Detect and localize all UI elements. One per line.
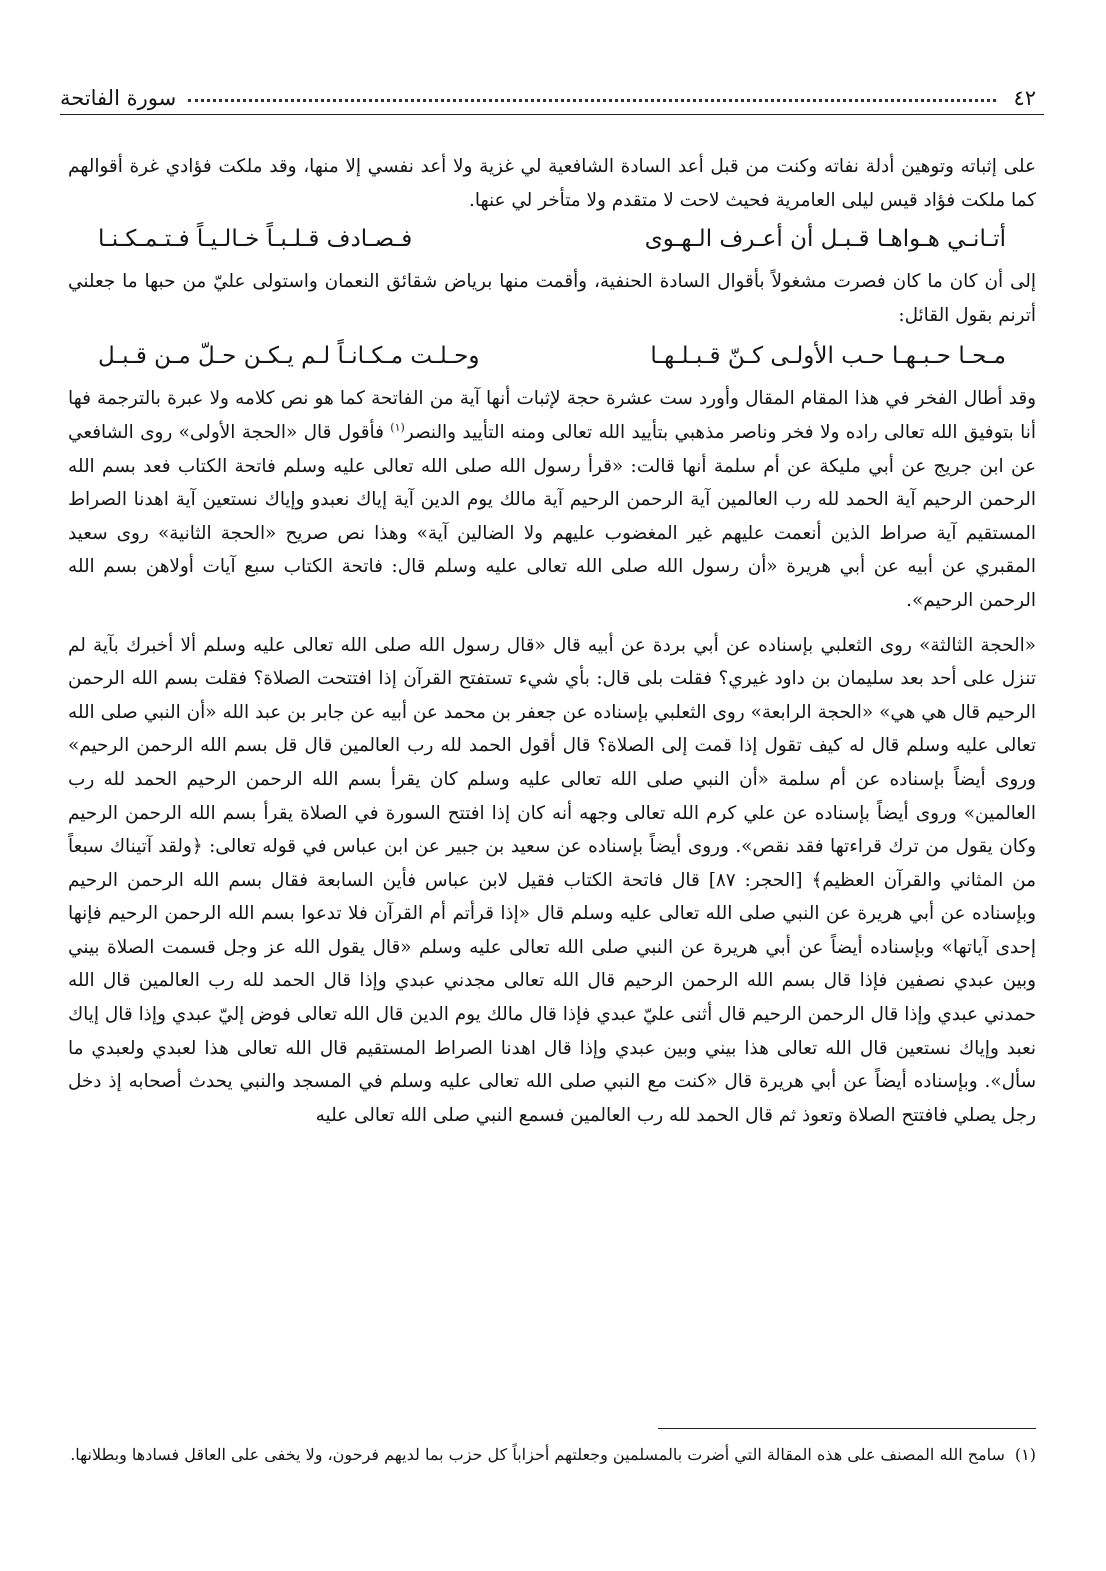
footnote-marker: (١) <box>1014 1445 1036 1464</box>
verse-second-hemistich: فـصـادف قـلـبـاً خـالـيـاً فـتـمـكـنـا <box>98 226 413 253</box>
footnote-separator <box>658 1428 1036 1429</box>
running-header <box>60 84 1044 115</box>
footnote-text-block <box>68 1436 1036 1474</box>
main-text <box>68 150 1036 1132</box>
paragraph-text: وقد أطال الفخر في هذا المقام المقال وأورد ست عشرة حجة لإثبات أنها آية من الفاتحة كما هو نص كلامه ولا عبرة بالترجمة فها أنا بتوفيق الله تعالى راده ولا فخر وناصر مذهبي بتأييد الله تعالى ومنه التأييد والنصر <box>68 388 1036 443</box>
footnote-text: سامح الله المصنف على هذه المقالة التي أضرت بالمسلمين وجعلتهم أحزاباً كل حزب بما لديهم فرحون، ولا يخفى على العاقل فسادها وبطلانها. <box>70 1445 1005 1464</box>
verse-first-hemistich: أتـانـي هـواهـا قـبـل أن أعـرف الـهـوى <box>644 226 1006 253</box>
footnote-reference[interactable]: (١) <box>390 420 405 434</box>
running-title: سورة الفاتحة <box>60 86 177 110</box>
verse-second-hemistich: وحـلـت مـكـانـاً لـم يـكـن حـلّ مـن قـبـل <box>98 343 480 370</box>
paragraph <box>68 382 1036 617</box>
poetry-verse <box>68 336 1036 376</box>
book-page <box>60 0 1044 1571</box>
paragraph: إلى أن كان ما كان فصرت مشغولاً بأقوال السادة الحنفية، وأقمت منها برياض شقائق النعمان واستولى عليّ من حبها ما جعلني أترنم بقول القائل: <box>68 271 1036 326</box>
footnote <box>68 1436 1036 1474</box>
page-number: ٤٢ <box>1013 86 1036 110</box>
header-leader-dots <box>188 99 996 102</box>
verse-first-hemistich: مـحـا حـبـهـا حـب الأولـى كـنّ قـبـلـهـا <box>650 343 1006 370</box>
paragraph: «الحجة الثالثة» روى الثعلبي بإسناده عن أبي بردة عن أبيه قال «قال رسول الله صلى الله تعالى عليه وسلم ألا أخبرك بآية لم تنزل على أحد بعد سليمان بن داود غيري؟ فقلت بلى قال: بأي شيء تستفتح القرآن إذا افتتحت الصلاة؟ فقلت بسم الله الرحمن الرحيم قال هي هي» «الحجة الرابعة» روى الثعلبي بإسناده عن جعفر بن محمد عن أبيه عن جابر بن عبد الله «أن النبي صلى الله تعالى عليه وسلم قال له كيف تقول إذا قمت إلى الصلاة؟ قال أقول الحمد لله رب العالمين قال قل بسم الله الرحمن الرحيم» وروى أيضاً بإسناده عن أم سلمة «أن النبي صلى الله تعالى عليه وسلم كان يقرأ بسم الله الرحمن الرحيم الحمد لله رب العالمين» وروى أيضاً بإسناده عن علي كرم الله تعالى وجهه أنه كان إذا افتتح السورة في الصلاة يقرأ بسم الله الرحمن الرحيم وكان يقول من ترك قراءتها فقد نقص». وروى أيضاً بإسناده عن سعيد بن جبير عن ابن عباس في قوله تعالى: ﴿ولقد آتيناك سبعاً من المثاني والقرآن العظيم﴾ [الحجر: ٨٧] قال فاتحة الكتاب فقيل لابن عباس فأين السابعة فقال بسم الله الرحمن الرحيم وبإسناده عن أبي هريرة عن النبي صلى الله تعالى عليه وسلم قال «إذا قرأتم أم القرآن فلا تدعوا بسم الله الرحمن الرحيم فإنها إحدى آياتها» وبإسناده أيضاً عن أبي هريرة عن النبي صلى الله تعالى عليه وسلم «قال يقول الله عز وجل قسمت الصلاة بيني وبين عبدي نصفين فإذا قال بسم الله الرحمن الرحيم قال الله تعالى مجدني عبدي وإذا قال الحمد لله رب العالمين قال الله حمدني عبدي وإذا قال الرحمن الرحيم قال أثنى عليّ عبدي فإذا قال مالك يوم الدين قال الله تعالى فوض إليّ عبدي وإذا قال إياك نعبد وإياك نستعين قال الله تعالى هذا بيني وبين عبدي وإذا قال اهدنا الصراط المستقيم قال الله تعالى هذا لعبدي ولعبدي ما سأل». وبإسناده أيضاً عن أبي هريرة قال «كنت مع النبي صلى الله تعالى عليه وسلم في المسجد والنبي يحدث أصحابه إذ دخل رجل يصلي فافتتح الصلاة وتعوذ ثم قال الحمد لله رب العالمين فسمع النبي صلى الله تعالى عليه <box>68 634 1036 1126</box>
paragraph-text: فأقول قال «الحجة الأولى» روى الشافعي عن ابن جريج عن أبي مليكة عن أم سلمة أنها قالت: «قرأ رسول الله صلى الله تعالى عليه وسلم فاتحة الكتاب فعد بسم الله الرحمن الرحيم آية الحمد لله رب العالمين آية الرحمن الرحيم آية مالك يوم الدين آية إياك نعبدو وإياك نستعين آية اهدنا الصراط المستقيم آية صراط الذين أنعمت عليهم غير المغضوب عليهم ولا الضالين آية» وهذا نص صريح «الحجة الثانية» روى سعيد المقبري عن أبيه عن أبي هريرة «أن رسول الله صلى الله تعالى عليه وسلم قال: فاتحة الكتاب سبع آيات أولاهن بسم الله الرحمن الرحيم». <box>68 421 1036 611</box>
paragraph: على إثباته وتوهين أدلة نفاته وكنت من قبل أعد السادة الشافعية لي غزية ولا أعد نفسي إلا منها، وقد ملكت فؤادي غرة أقوالهم كما ملكت فؤاد قيس ليلى العامرية فحيث لاحت لا متقدم ولا متأخر لي عنها. <box>68 156 1036 211</box>
poetry-verse <box>68 219 1036 259</box>
